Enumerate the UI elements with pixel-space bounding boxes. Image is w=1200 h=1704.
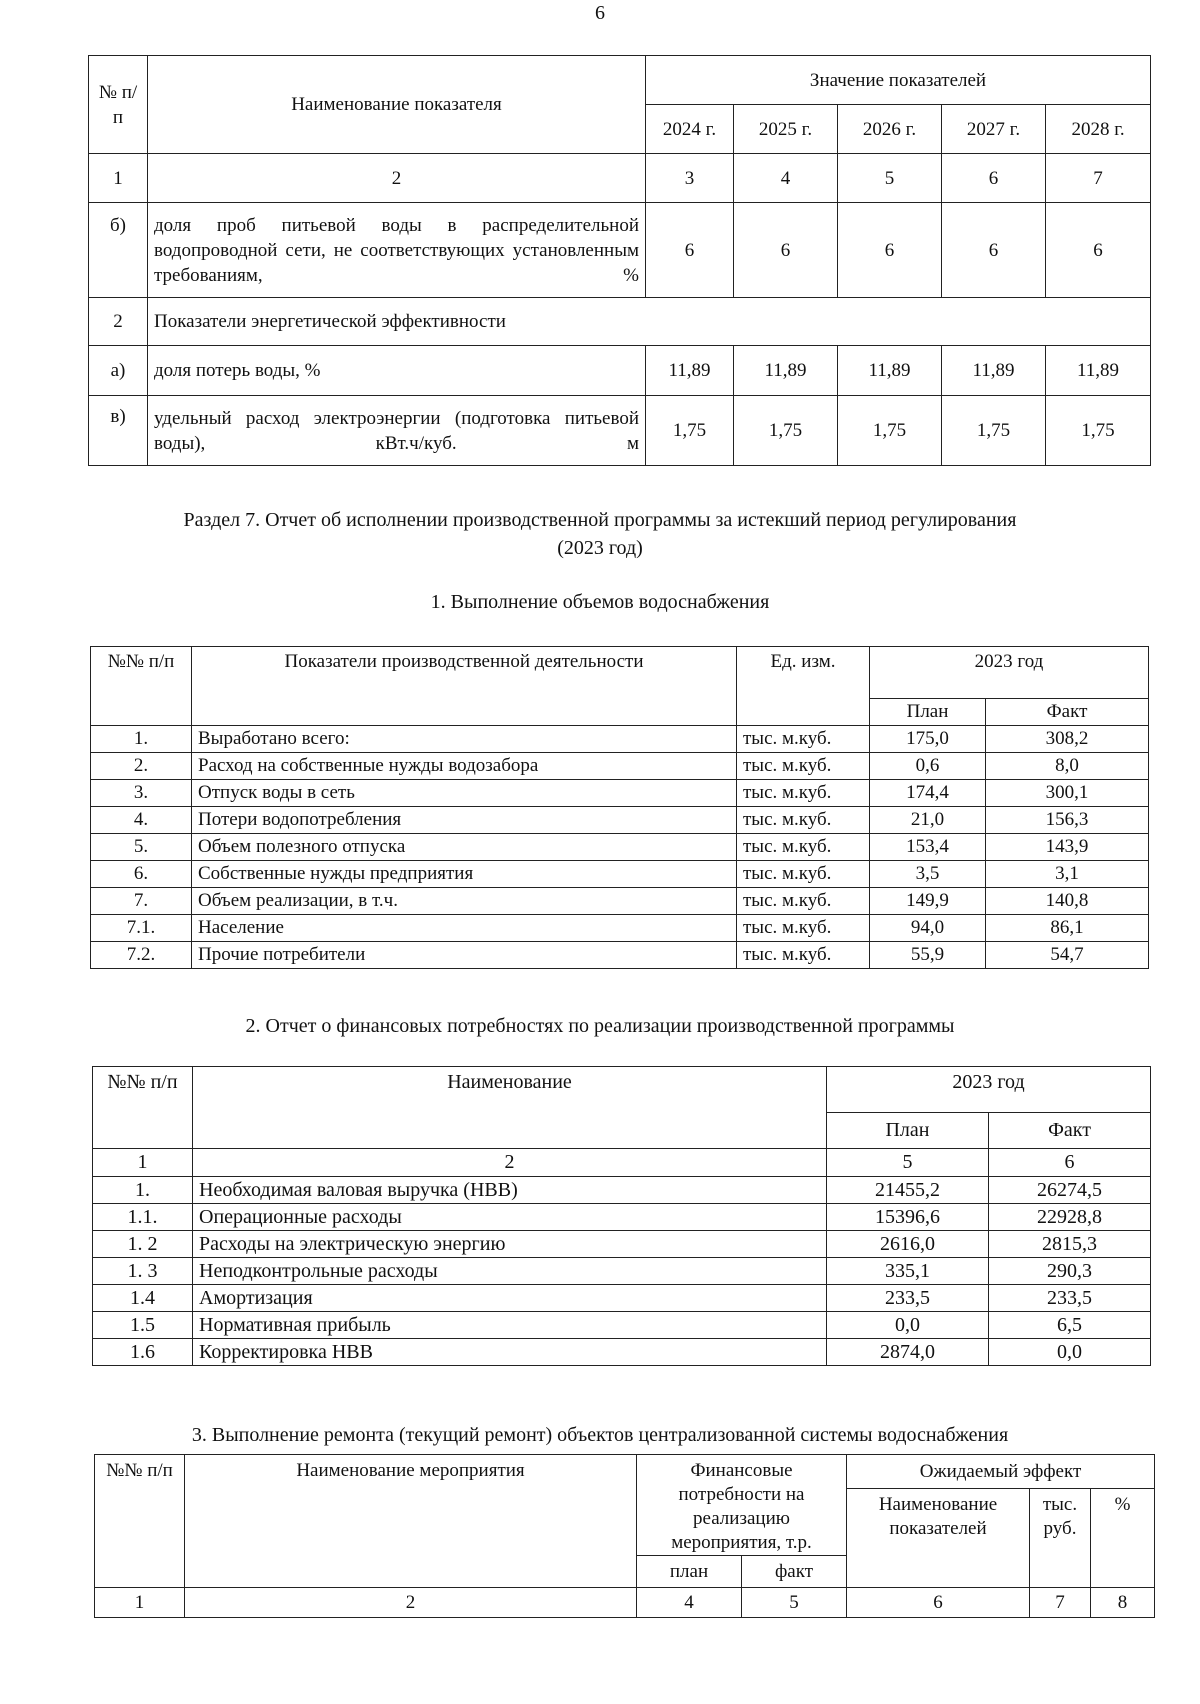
row-unit: тыс. м.куб. bbox=[737, 942, 870, 969]
row-fact: 26274,5 bbox=[989, 1177, 1151, 1204]
row-num: 1. bbox=[91, 726, 192, 753]
header-thousand-rub: тыс. руб. bbox=[1030, 1489, 1091, 1588]
section-title-year: (2023 год) bbox=[557, 537, 643, 559]
table-row bbox=[91, 861, 1149, 888]
row-num: 2 bbox=[89, 298, 148, 346]
row-fact: 308,2 bbox=[986, 726, 1149, 753]
header-indicators: Наименование показателей bbox=[847, 1489, 1030, 1588]
row-name: Нормативная прибыль bbox=[193, 1312, 827, 1339]
row-num: 1. 2 bbox=[93, 1231, 193, 1258]
header-plan: план bbox=[637, 1556, 742, 1588]
row-num: 7.2. bbox=[91, 942, 192, 969]
index-cell: 7 bbox=[1046, 154, 1151, 203]
row-fact: 6,5 bbox=[989, 1312, 1151, 1339]
index-cell: 3 bbox=[646, 154, 734, 203]
row-fact: 86,1 bbox=[986, 915, 1149, 942]
row-num: 1. bbox=[93, 1177, 193, 1204]
table-row bbox=[89, 396, 1151, 466]
row-plan: 0,6 bbox=[870, 753, 986, 780]
row-unit: тыс. м.куб. bbox=[737, 915, 870, 942]
index-cell: 2 bbox=[185, 1588, 637, 1618]
page-number: 6 bbox=[595, 2, 605, 24]
row-num: 5. bbox=[91, 834, 192, 861]
table-row bbox=[89, 203, 1151, 298]
row-num: 3. bbox=[91, 780, 192, 807]
table-row bbox=[89, 346, 1151, 396]
index-cell: 2 bbox=[193, 1149, 827, 1177]
header-year: 2027 г. bbox=[942, 105, 1046, 154]
index-cell: 8 bbox=[1091, 1588, 1155, 1618]
header-name: Наименование мероприятия bbox=[185, 1455, 637, 1588]
row-plan: 21,0 bbox=[870, 807, 986, 834]
table-row bbox=[91, 726, 1149, 753]
row-unit: тыс. м.куб. bbox=[737, 780, 870, 807]
index-row bbox=[93, 1149, 1151, 1177]
table-row bbox=[91, 915, 1149, 942]
row-value: 1,75 bbox=[734, 396, 838, 466]
row-num: 2. bbox=[91, 753, 192, 780]
header-num: №№ п/п bbox=[91, 647, 192, 726]
indicators-table bbox=[88, 55, 1151, 466]
row-unit: тыс. м.куб. bbox=[737, 861, 870, 888]
header-year: 2028 г. bbox=[1046, 105, 1151, 154]
row-name: Необходимая валовая выручка (НВВ) bbox=[193, 1177, 827, 1204]
row-unit: тыс. м.куб. bbox=[737, 834, 870, 861]
index-cell: 7 bbox=[1030, 1588, 1091, 1618]
section-title: Раздел 7. Отчет об исполнении производственной программы за истекший период регулирования bbox=[183, 509, 1017, 531]
row-value: 6 bbox=[838, 203, 942, 298]
header-percent: % bbox=[1091, 1489, 1155, 1588]
row-fact: 290,3 bbox=[989, 1258, 1151, 1285]
header-year: 2026 г. bbox=[838, 105, 942, 154]
header-year: 2025 г. bbox=[734, 105, 838, 154]
table-row bbox=[93, 1258, 1151, 1285]
row-unit: тыс. м.куб. bbox=[737, 888, 870, 915]
table2-caption: 1. Выполнение объемов водоснабжения bbox=[430, 591, 770, 613]
row-num: 1.1. bbox=[93, 1204, 193, 1231]
table-row bbox=[93, 1177, 1151, 1204]
table-row bbox=[93, 1231, 1151, 1258]
header-fact: Факт bbox=[986, 699, 1149, 726]
row-fact: 0,0 bbox=[989, 1339, 1151, 1366]
row-value: 6 bbox=[1046, 203, 1151, 298]
row-fact: 3,1 bbox=[986, 861, 1149, 888]
row-plan: 233,5 bbox=[827, 1285, 989, 1312]
index-cell: 5 bbox=[838, 154, 942, 203]
row-plan: 153,4 bbox=[870, 834, 986, 861]
header-name: Наименование bbox=[193, 1067, 827, 1149]
row-name: Объем реализации, в т.ч. bbox=[192, 888, 737, 915]
row-fact: 300,1 bbox=[986, 780, 1149, 807]
header-effect: Ожидаемый эффект bbox=[847, 1455, 1155, 1489]
index-cell: 4 bbox=[637, 1588, 742, 1618]
row-num: в) bbox=[89, 396, 148, 466]
header-plan: План bbox=[870, 699, 986, 726]
header-year: 2023 год bbox=[870, 647, 1149, 699]
row-name: Амортизация bbox=[193, 1285, 827, 1312]
row-unit: тыс. м.куб. bbox=[737, 753, 870, 780]
row-plan: 3,5 bbox=[870, 861, 986, 888]
index-row bbox=[95, 1588, 1155, 1618]
row-num: 7. bbox=[91, 888, 192, 915]
water-volume-table bbox=[90, 646, 1149, 969]
row-fact: 140,8 bbox=[986, 888, 1149, 915]
row-value: 1,75 bbox=[942, 396, 1046, 466]
row-plan: 15396,6 bbox=[827, 1204, 989, 1231]
row-name: Корректировка НВВ bbox=[193, 1339, 827, 1366]
section-heading: Показатели энергетической эффективности bbox=[148, 298, 1151, 346]
row-num: 1.5 bbox=[93, 1312, 193, 1339]
row-plan: 21455,2 bbox=[827, 1177, 989, 1204]
header-num: №№ п/п bbox=[93, 1067, 193, 1149]
header-finance: Финансовые потребности на реализацию мероприятия, т.р. bbox=[637, 1455, 847, 1556]
row-num: 1.4 bbox=[93, 1285, 193, 1312]
index-row bbox=[89, 154, 1151, 203]
table-row bbox=[93, 1339, 1151, 1366]
header-values-group: Значение показателей bbox=[646, 56, 1151, 105]
header-name: Показатели производственной деятельности bbox=[192, 647, 737, 726]
table-row bbox=[91, 834, 1149, 861]
row-plan: 0,0 bbox=[827, 1312, 989, 1339]
row-unit: тыс. м.куб. bbox=[737, 726, 870, 753]
row-plan: 2616,0 bbox=[827, 1231, 989, 1258]
index-cell: 5 bbox=[742, 1588, 847, 1618]
row-value: 1,75 bbox=[838, 396, 942, 466]
row-value: 6 bbox=[734, 203, 838, 298]
table-row bbox=[89, 298, 1151, 346]
row-name: Объем полезного отпуска bbox=[192, 834, 737, 861]
row-name: Прочие потребители bbox=[192, 942, 737, 969]
row-value: 6 bbox=[942, 203, 1046, 298]
row-num: а) bbox=[89, 346, 148, 396]
table-row bbox=[91, 888, 1149, 915]
row-num: 1.6 bbox=[93, 1339, 193, 1366]
row-plan: 175,0 bbox=[870, 726, 986, 753]
index-cell: 1 bbox=[89, 154, 148, 203]
row-fact: 143,9 bbox=[986, 834, 1149, 861]
row-value: 1,75 bbox=[1046, 396, 1151, 466]
row-value: 11,89 bbox=[838, 346, 942, 396]
row-plan: 174,4 bbox=[870, 780, 986, 807]
index-cell: 6 bbox=[847, 1588, 1030, 1618]
row-name: Выработано всего: bbox=[192, 726, 737, 753]
row-name: Отпуск воды в сеть bbox=[192, 780, 737, 807]
repair-table bbox=[94, 1454, 1155, 1618]
row-name: Расход на собственные нужды водозабора bbox=[192, 753, 737, 780]
index-cell: 5 bbox=[827, 1149, 989, 1177]
header-fact: факт bbox=[742, 1556, 847, 1588]
index-cell: 1 bbox=[95, 1588, 185, 1618]
header-year: 2023 год bbox=[827, 1067, 1151, 1113]
row-value: 6 bbox=[646, 203, 734, 298]
row-plan: 149,9 bbox=[870, 888, 986, 915]
row-name: удельный расход электроэнергии (подготовка питьевой воды), кВт.ч/куб. м bbox=[148, 396, 646, 466]
header-plan: План bbox=[827, 1113, 989, 1149]
table4-caption: 3. Выполнение ремонта (текущий ремонт) объектов централизованной системы водоснабжения bbox=[191, 1424, 1009, 1446]
table-row bbox=[91, 780, 1149, 807]
table-row bbox=[93, 1285, 1151, 1312]
row-value: 11,89 bbox=[646, 346, 734, 396]
row-name: Операционные расходы bbox=[193, 1204, 827, 1231]
row-fact: 8,0 bbox=[986, 753, 1149, 780]
header-fact: Факт bbox=[989, 1113, 1151, 1149]
row-name: Неподконтрольные расходы bbox=[193, 1258, 827, 1285]
row-num: 1. 3 bbox=[93, 1258, 193, 1285]
row-fact: 22928,8 bbox=[989, 1204, 1151, 1231]
header-name: Наименование показателя bbox=[148, 56, 646, 154]
header-year: 2024 г. bbox=[646, 105, 734, 154]
table-row bbox=[91, 807, 1149, 834]
row-value: 11,89 bbox=[734, 346, 838, 396]
row-fact: 2815,3 bbox=[989, 1231, 1151, 1258]
row-name: Собственные нужды предприятия bbox=[192, 861, 737, 888]
row-num: б) bbox=[89, 203, 148, 298]
row-name: доля проб питьевой воды в распределительной водопроводной сети, не соответствующих установленным требованиям, % bbox=[148, 203, 646, 298]
table-row bbox=[93, 1312, 1151, 1339]
row-num: 6. bbox=[91, 861, 192, 888]
table-row bbox=[91, 942, 1149, 969]
index-cell: 2 bbox=[148, 154, 646, 203]
row-fact: 233,5 bbox=[989, 1285, 1151, 1312]
row-name: Потери водопотребления bbox=[192, 807, 737, 834]
row-plan: 55,9 bbox=[870, 942, 986, 969]
row-name: Расходы на электрическую энергию bbox=[193, 1231, 827, 1258]
row-fact: 54,7 bbox=[986, 942, 1149, 969]
row-unit: тыс. м.куб. bbox=[737, 807, 870, 834]
table-row bbox=[91, 753, 1149, 780]
row-value: 11,89 bbox=[1046, 346, 1151, 396]
table3-caption: 2. Отчет о финансовых потребностях по реализации производственной программы bbox=[245, 1015, 955, 1037]
row-plan: 335,1 bbox=[827, 1258, 989, 1285]
index-cell: 6 bbox=[989, 1149, 1151, 1177]
row-plan: 94,0 bbox=[870, 915, 986, 942]
header-num: № п/п bbox=[89, 56, 148, 154]
row-name: доля потерь воды, % bbox=[148, 346, 646, 396]
row-fact: 156,3 bbox=[986, 807, 1149, 834]
financial-needs-table bbox=[92, 1066, 1151, 1366]
index-cell: 4 bbox=[734, 154, 838, 203]
row-name: Население bbox=[192, 915, 737, 942]
index-cell: 6 bbox=[942, 154, 1046, 203]
row-value: 11,89 bbox=[942, 346, 1046, 396]
table-row bbox=[93, 1204, 1151, 1231]
header-num: №№ п/п bbox=[95, 1455, 185, 1588]
row-num: 4. bbox=[91, 807, 192, 834]
row-plan: 2874,0 bbox=[827, 1339, 989, 1366]
row-num: 7.1. bbox=[91, 915, 192, 942]
index-cell: 1 bbox=[93, 1149, 193, 1177]
row-value: 1,75 bbox=[646, 396, 734, 466]
header-unit: Ед. изм. bbox=[737, 647, 870, 726]
